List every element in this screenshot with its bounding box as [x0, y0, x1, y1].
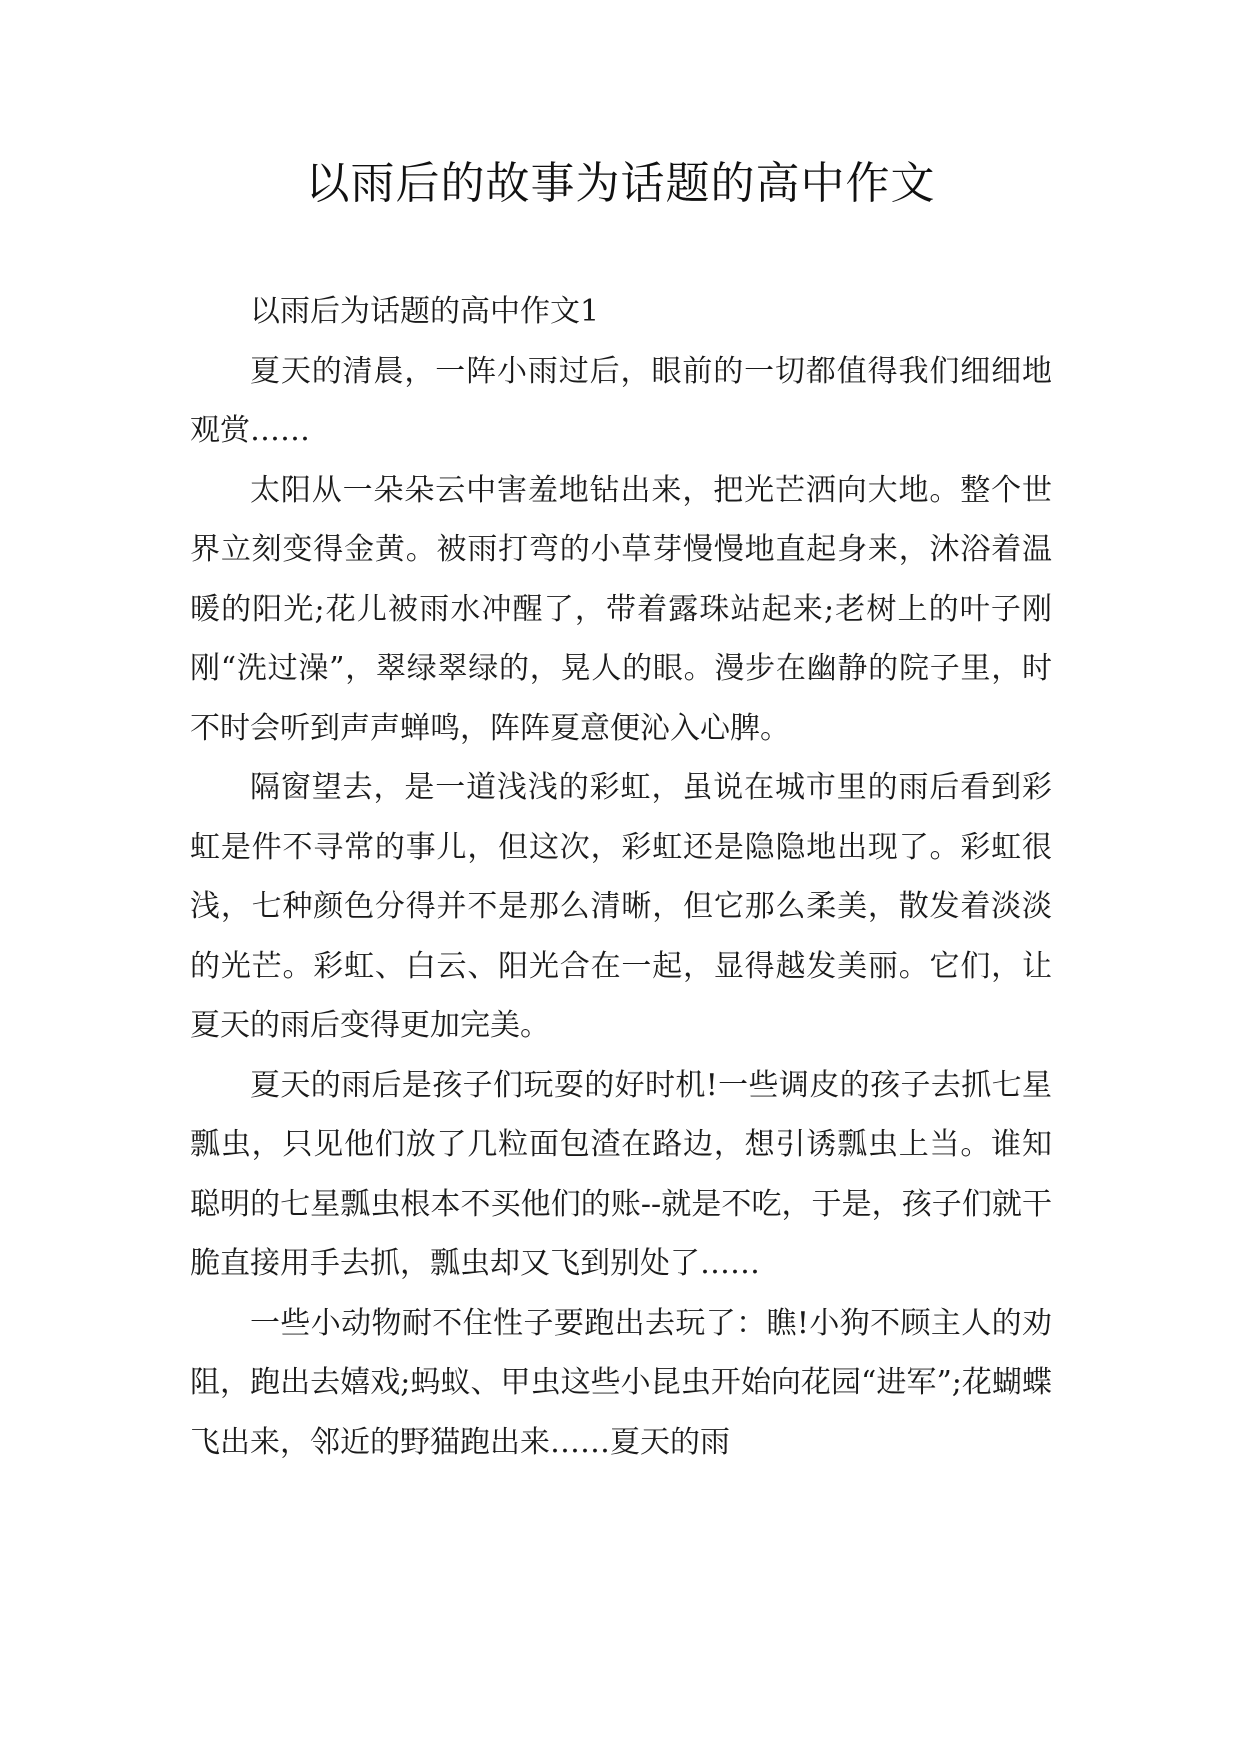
paragraph: 一些小动物耐不住性子要跑出去玩了：瞧!小狗不顾主人的劝阻，跑出去嬉戏;蚂蚁、甲虫这些小昆虫开始向花园“进军”;花蝴蝶飞出来，邻近的野猫跑出来……夏天的雨: [190, 1305, 1052, 1460]
document-body: [190, 282, 1052, 1472]
paragraph: 夏天的清晨，一阵小雨过后，眼前的一切都值得我们细细地观赏……: [190, 353, 1052, 448]
paragraph: 隔窗望去，是一道浅浅的彩虹，虽说在城市里的雨后看到彩虹是件不寻常的事儿，但这次，彩虹还是隐隐地出现了。彩虹很浅，七种颜色分得并不是那么清晰，但它那么柔美，散发着淡淡的光芒。彩虹、白云、阳光合在一起，显得越发美丽。它们，让夏天的雨后变得更加完美。: [190, 770, 1052, 1043]
section-heading: 以雨后为话题的高中作文1: [250, 294, 600, 329]
paragraph: 夏天的雨后是孩子们玩耍的好时机!一些调皮的孩子去抓七星瓢虫，只见他们放了几粒面包渣在路边，想引诱瓢虫上当。谁知聪明的七星瓢虫根本不买他们的账--就是不吃，于是，孩子们就干脆直接用手去抓，瓢虫却又飞到别处了……: [190, 1067, 1052, 1281]
document-title: 以雨后的故事为话题的高中作文: [305, 158, 936, 209]
paragraph: 太阳从一朵朵云中害羞地钻出来，把光芒洒向大地。整个世界立刻变得金黄。被雨打弯的小草芽慢慢地直起身来，沐浴着温暖的阳光;花儿被雨水冲醒了，带着露珠站起来;老树上的叶子刚刚“洗过澡”，翠绿翠绿的，晃人的眼。漫步在幽静的院子里，时不时会听到声声蝉鸣，阵阵夏意便沁入心脾。: [190, 472, 1052, 746]
